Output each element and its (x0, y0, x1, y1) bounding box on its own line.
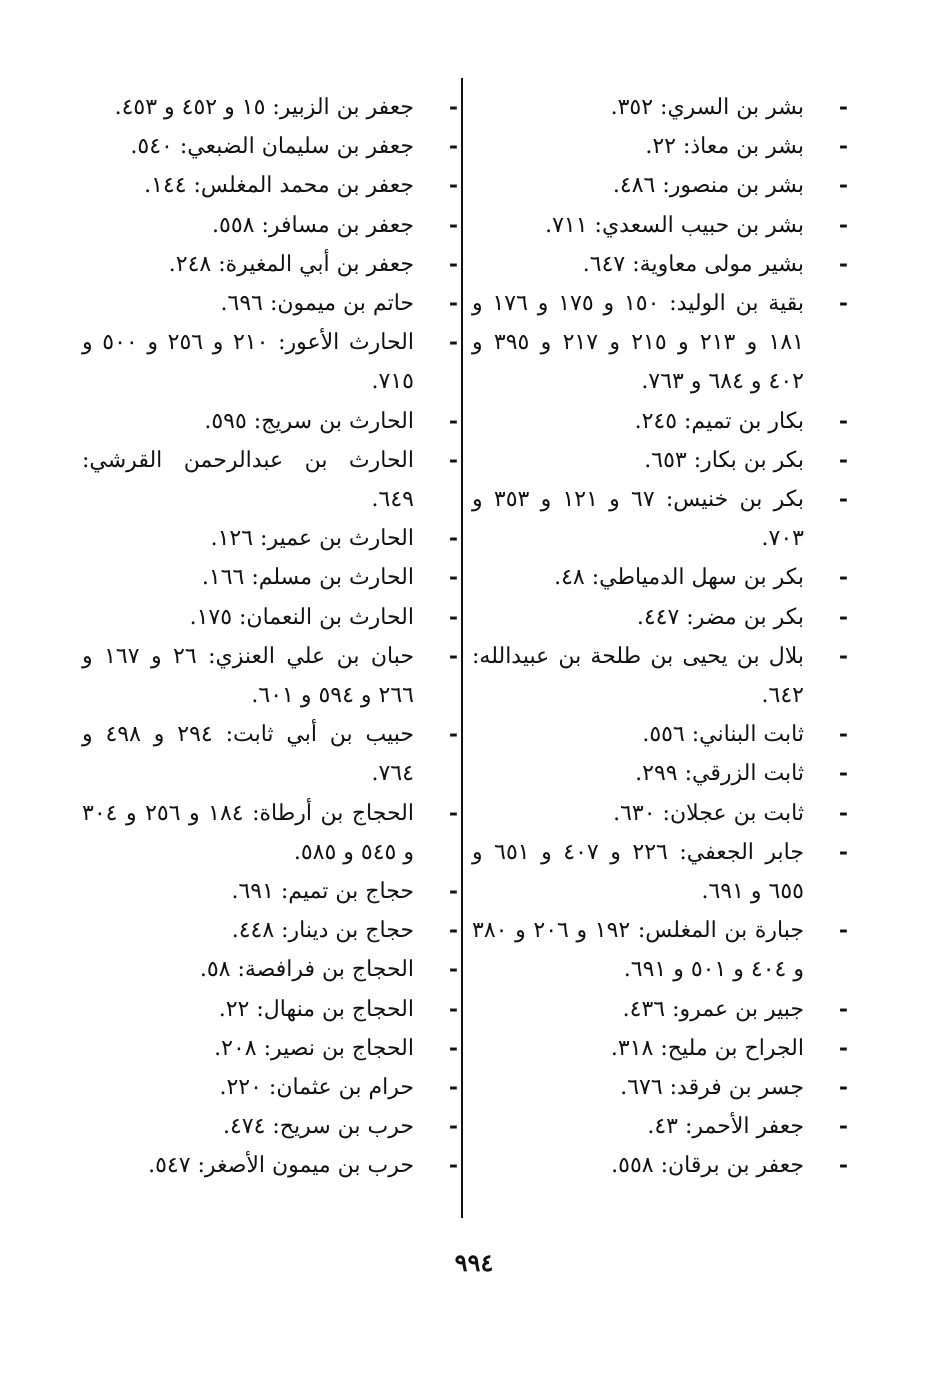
entry-dash: - (448, 1074, 458, 1101)
index-entry (472, 833, 852, 911)
index-entry (82, 950, 462, 989)
entry-dash: - (448, 172, 458, 199)
entry-text: بكر بن مضر: ٤٤٧. (636, 604, 804, 630)
entry-dash: - (838, 642, 848, 669)
entry-dash: - (448, 290, 458, 317)
index-entry (472, 245, 852, 284)
entry-text: الحارث بن عبدالرحمن القرشي: ٦٤٩. (82, 447, 414, 513)
index-entry (472, 990, 852, 1029)
index-entry (82, 990, 462, 1029)
entry-text: الجراح بن مليح: ٣١٨. (610, 1035, 804, 1061)
entry-text: جعفر بن الزبير: ١٥ و ٤٥٢ و ٤٥٣. (114, 95, 414, 120)
entry-text: جسر بن فرقد: ٦٧٦. (620, 1075, 804, 1101)
index-entry (82, 127, 462, 166)
entry-text: بشر بن حبيب السعدي: ٧١١. (545, 212, 804, 238)
entry-dash: - (448, 564, 458, 591)
entry-text: بشر بن منصور: ٤٨٦. (612, 173, 804, 199)
entry-dash: - (838, 603, 848, 630)
index-entry (472, 284, 852, 402)
entry-text: حاتم بن ميمون: ٦٩٦. (220, 291, 414, 317)
index-entry (472, 1146, 852, 1185)
entry-dash: - (448, 1113, 458, 1140)
entry-dash: - (448, 1034, 458, 1061)
index-entry (82, 911, 462, 950)
entry-dash: - (838, 721, 848, 748)
entry-dash: - (448, 525, 458, 552)
index-entry (472, 598, 852, 637)
entry-text: جعفر بن برقان: ٥٥٨. (611, 1153, 804, 1179)
entry-text: بشر بن معاذ: ٢٢. (645, 134, 804, 160)
index-entry (472, 206, 852, 245)
entry-text: ثابت الزرقي: ٢٩٩. (635, 761, 804, 787)
entry-text: بلال بن يحيى بن طلحة بن عبيدالله: ٦٤٢. (472, 643, 804, 709)
entry-dash: - (448, 329, 458, 356)
entry-dash: - (448, 799, 458, 826)
entry-text: بكر بن بكار: ٦٥٣. (644, 447, 804, 473)
page-number: ٩٩٤ (454, 1248, 494, 1277)
entry-text: الحارث الأعور: ٢١٠ و ٢٥٦ و ٥٠٠ و ٧١٥. (82, 330, 414, 395)
entry-dash: - (448, 211, 458, 238)
entry-dash: - (838, 172, 848, 199)
entry-text: حجاج بن تميم: ٦٩١. (231, 879, 414, 905)
entry-text: حبان بن علي العنزي: ٢٦ و ١٦٧ و ٢٦٦ و ٥٩٤ و ٦٠١. (82, 643, 414, 709)
entry-dash: - (448, 133, 458, 160)
index-entry (82, 519, 462, 558)
index-entry (82, 166, 462, 205)
index-entry (82, 794, 462, 872)
index-entry (472, 166, 852, 205)
entry-text: بكر بن خنيس: ٦٧ و ١٢١ و ٣٥٣ و ٧٠٣. (472, 487, 804, 552)
entry-dash: - (448, 917, 458, 944)
index-entry (82, 206, 462, 245)
entry-dash: - (838, 94, 848, 120)
entry-dash: - (838, 407, 848, 434)
entry-dash: - (448, 878, 458, 905)
index-entry (472, 480, 852, 558)
index-entry (82, 88, 462, 127)
entry-text: حرام بن عثمان: ٢٢٠. (219, 1075, 414, 1101)
index-entry (82, 402, 462, 441)
entry-dash: - (838, 1074, 848, 1101)
index-entry (472, 637, 852, 715)
entry-text: جبارة بن المغلس: ١٩٢ و ٢٠٦ و ٣٨٠ و ٤٠٤ و ٥٠١ و ٦٩١. (472, 918, 804, 983)
entry-dash: - (838, 1034, 848, 1061)
index-entry (472, 558, 852, 597)
index-entry (472, 402, 852, 441)
entry-dash: - (448, 721, 458, 748)
index-entry (472, 1068, 852, 1107)
entry-dash: - (448, 250, 458, 277)
index-entry (82, 558, 462, 597)
index-entry (82, 872, 462, 911)
entry-dash: - (448, 642, 458, 669)
index-entry (472, 794, 852, 833)
entry-text: جعفر بن محمد المغلس: ١٤٤. (144, 173, 414, 199)
index-entry (472, 441, 852, 480)
right-column (472, 88, 852, 1186)
entry-dash: - (448, 995, 458, 1022)
entry-text: جبير بن عمرو: ٤٣٦. (622, 996, 804, 1022)
entry-dash: - (838, 290, 848, 317)
left-column (82, 88, 462, 1186)
index-entry (82, 1146, 462, 1185)
entry-text: جعفر الأحمر: ٤٣. (647, 1114, 804, 1140)
entry-text: بشير مولى معاوية: ٦٤٧. (582, 251, 804, 277)
index-entry (472, 1029, 852, 1068)
index-entry (472, 88, 852, 127)
index-entry (82, 637, 462, 715)
entry-text: الحجاج بن فرافصة: ٥٨. (199, 957, 414, 983)
index-entry (472, 911, 852, 989)
index-entry (82, 284, 462, 323)
entry-text: حجاج بن دينار: ٤٤٨. (231, 918, 414, 944)
entry-dash: - (838, 1152, 848, 1179)
entry-dash: - (448, 94, 458, 120)
entry-text: الحارث بن عمير: ١٢٦. (210, 526, 414, 552)
entry-text: الحارث بن سريج: ٥٩٥. (204, 408, 414, 434)
index-entry (82, 245, 462, 284)
entry-dash: - (448, 603, 458, 630)
entry-text: جعفر بن سليمان الضبعي: ٥٤٠. (130, 134, 414, 160)
index-entry (472, 1107, 852, 1146)
entry-text: جابر الجعفي: ٢٢٦ و ٤٠٧ و ٦٥١ و ٦٥٥ و ٦٩١. (472, 839, 804, 905)
entry-text: بشر بن السري: ٣٥٢. (610, 95, 804, 120)
index-entry (472, 715, 852, 754)
entry-text: الحجاج بن نصير: ٢٠٨. (214, 1035, 414, 1061)
entry-dash: - (838, 446, 848, 473)
index-entry (82, 1107, 462, 1146)
entry-dash: - (838, 917, 848, 944)
entry-dash: - (838, 995, 848, 1022)
entry-text: الحجاج بن أرطاة: ١٨٤ و ٢٥٦ و ٣٠٤ و ٥٤٥ و ٥٨٥. (82, 800, 414, 865)
entry-text: ثابت البناني: ٥٥٦. (642, 722, 804, 748)
index-entry (82, 323, 462, 401)
entry-text: حرب بن ميمون الأصغر: ٥٤٧. (148, 1153, 414, 1179)
index-entry (82, 441, 462, 519)
entry-dash: - (838, 760, 848, 787)
entry-text: ثابت بن عجلان: ٦٣٠. (613, 800, 804, 826)
entry-text: بكار بن تميم: ٢٤٥. (634, 408, 804, 434)
entry-dash: - (838, 486, 848, 513)
entry-text: حرب بن سريح: ٤٧٤. (222, 1114, 414, 1140)
entry-dash: - (838, 211, 848, 238)
entry-text: بكر بن سهل الدمياطي: ٤٨. (554, 565, 804, 591)
entry-text: الحارث بن مسلم: ١٦٦. (201, 565, 414, 591)
entry-dash: - (448, 446, 458, 473)
entry-text: جعفر بن مسافر: ٥٥٨. (212, 212, 414, 238)
index-entry (472, 127, 852, 166)
entry-text: جعفر بن أبي المغيرة: ٢٤٨. (168, 251, 414, 277)
entry-dash: - (448, 956, 458, 983)
entry-text: الحجاج بن منهال: ٢٢. (218, 996, 414, 1022)
entry-dash: - (838, 799, 848, 826)
entry-dash: - (838, 838, 848, 865)
index-entry (82, 1029, 462, 1068)
index-entry (82, 598, 462, 637)
entry-dash: - (448, 407, 458, 434)
entry-text: بقية بن الوليد: ١٥٠ و ١٧٥ و ١٧٦ و ١٨١ و ٢١٣ و ٢١٥ و ٢١٧ و ٣٩٥ و ٤٠٢ و ٦٨٤ و ٧٦٣. (472, 291, 804, 395)
entry-dash: - (838, 133, 848, 160)
index-entry (472, 754, 852, 793)
entry-dash: - (838, 1113, 848, 1140)
entry-text: حبيب بن أبي ثابت: ٢٩٤ و ٤٩٨ و ٧٦٤. (82, 722, 414, 787)
entry-dash: - (838, 250, 848, 277)
entry-dash: - (448, 1152, 458, 1179)
entry-dash: - (838, 564, 848, 591)
index-entry (82, 715, 462, 793)
index-entry (82, 1068, 462, 1107)
entry-text: الحارث بن النعمان: ١٧٥. (189, 604, 414, 630)
